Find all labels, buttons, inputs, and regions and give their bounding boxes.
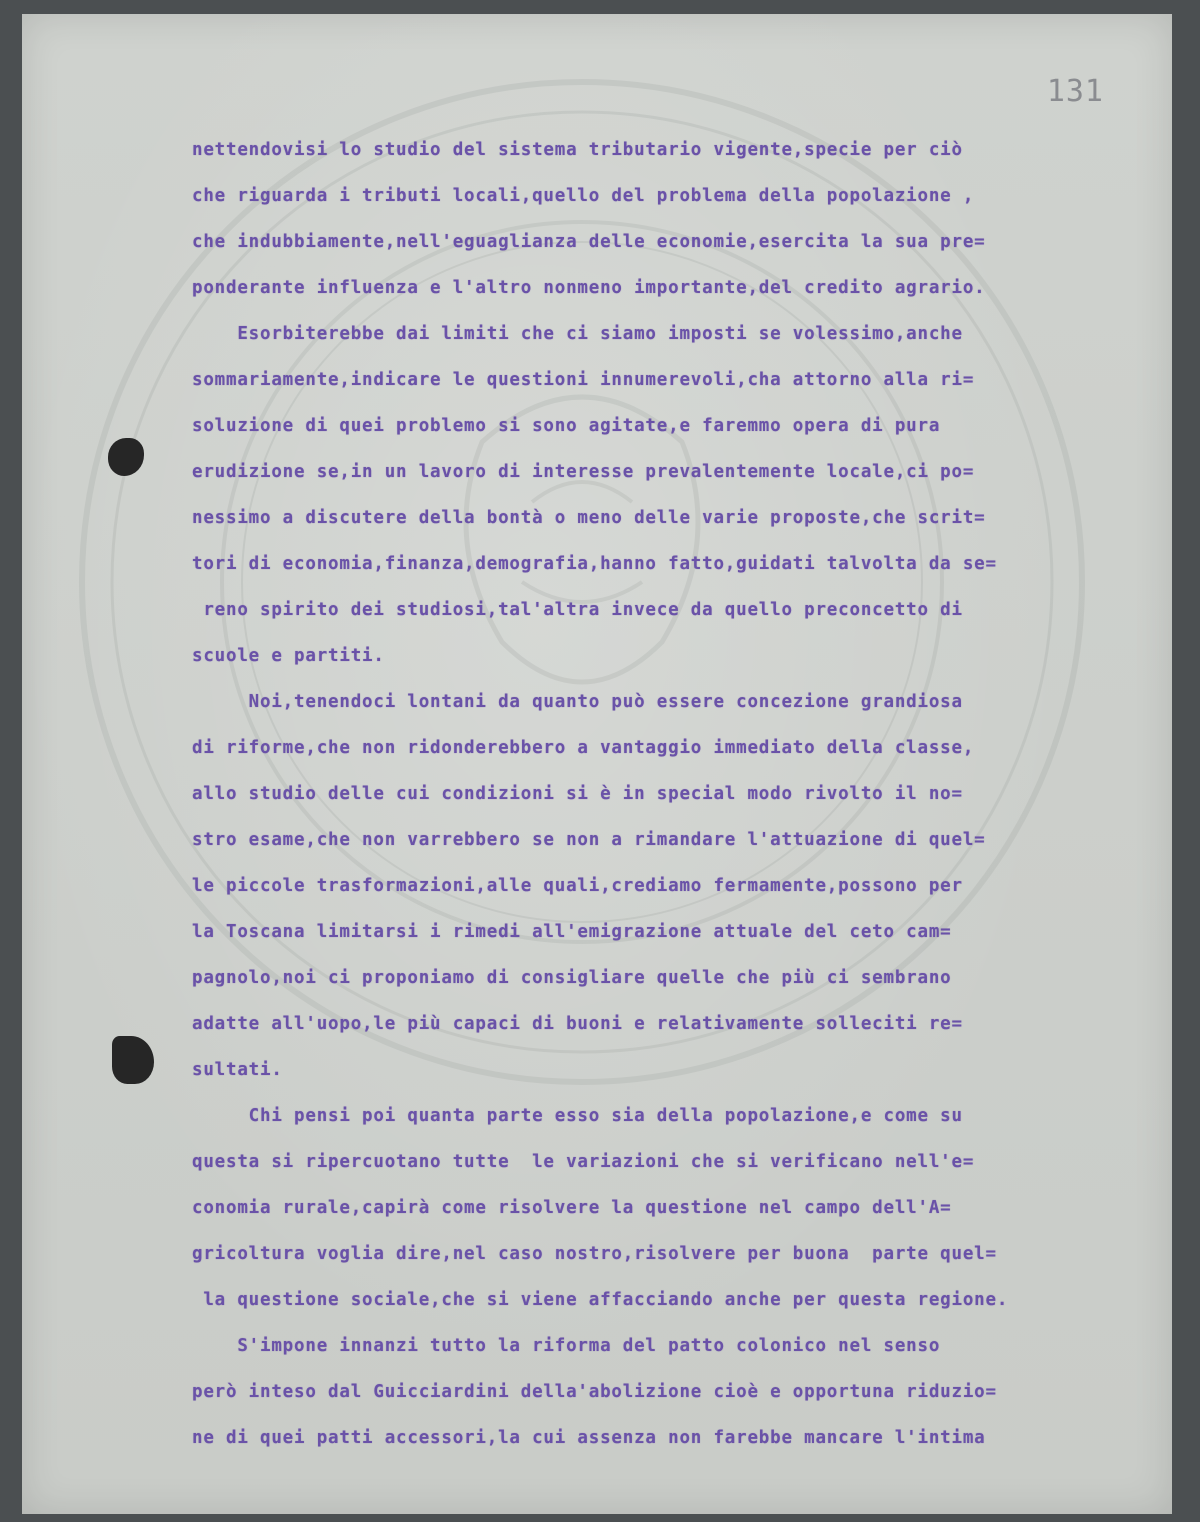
text-line: questa si ripercuotano tutte le variazioni che si verificano nell'e= [192, 1152, 975, 1172]
text-line: Chi pensi poi quanta parte esso sia della popolazione,e come su [192, 1106, 963, 1126]
text-line: sommariamente,indicare le questioni innumerevoli,cha attorno alla ri= [192, 370, 975, 390]
text-line: nessimo a discutere della bontà o meno delle varie proposte,che scrit= [192, 508, 986, 528]
text-line: la questione sociale,che si viene affacciando anche per questa regione. [192, 1290, 1009, 1310]
text-line: la Toscana limitarsi i rimedi all'emigrazione attuale del ceto cam= [192, 922, 952, 942]
page-number: 131 [1046, 74, 1104, 109]
text-line: le piccole trasformazioni,alle quali,crediamo fermamente,possono per [192, 876, 963, 896]
text-line: che riguarda i tributi locali,quello del problema della popolazione , [192, 186, 975, 206]
text-line: di riforme,che non ridonderebbero a vantaggio immediato della classe, [192, 738, 975, 758]
text-line: erudizione se,in un lavoro di interesse prevalentemente locale,ci po= [192, 462, 975, 482]
punch-hole [112, 1036, 154, 1084]
text-line: Esorbiterebbe dai limiti che ci siamo imposti se volessimo,anche [192, 324, 963, 344]
text-line: reno spirito dei studiosi,tal'altra invece da quello preconcetto di [192, 600, 963, 620]
text-line: però inteso dal Guicciardini della'abolizione cioè e opportuna riduzio= [192, 1382, 997, 1402]
text-line: Noi,tenendoci lontani da quanto può essere concezione grandiosa [192, 692, 963, 712]
text-line: soluzione di quei problemo si sono agitate,e faremmo opera di pura [192, 416, 941, 436]
text-line: S'impone innanzi tutto la riforma del patto colonico nel senso [192, 1336, 941, 1356]
text-line: tori di economia,finanza,demografia,hanno fatto,guidati talvolta da se= [192, 554, 997, 574]
text-line: gricoltura voglia dire,nel caso nostro,risolvere per buona parte quel= [192, 1244, 997, 1264]
text-line: sultati. [192, 1060, 283, 1080]
text-line: che indubbiamente,nell'eguaglianza delle economie,esercita la sua pre= [192, 232, 986, 252]
text-line: adatte all'uopo,le più capaci di buoni e relativamente solleciti re= [192, 1014, 963, 1034]
text-line: scuole e partiti. [192, 646, 385, 666]
text-line: nettendovisi lo studio del sistema tributario vigente,specie per ciò [192, 140, 963, 160]
text-line: pagnolo,noi ci proponiamo di consigliare quelle che più ci sembrano [192, 968, 952, 988]
text-line: ne di quei patti accessori,la cui assenza non farebbe mancare l'intima [192, 1428, 986, 1448]
text-line: conomia rurale,capirà come risolvere la questione nel campo dell'A= [192, 1198, 952, 1218]
text-line: ponderante influenza e l'altro nonmeno importante,del credito agrario. [192, 278, 986, 298]
text-line: allo studio delle cui condizioni si è in special modo rivolto il no= [192, 784, 963, 804]
text-line: stro esame,che non varrebbero se non a rimandare l'attuazione di quel= [192, 830, 986, 850]
